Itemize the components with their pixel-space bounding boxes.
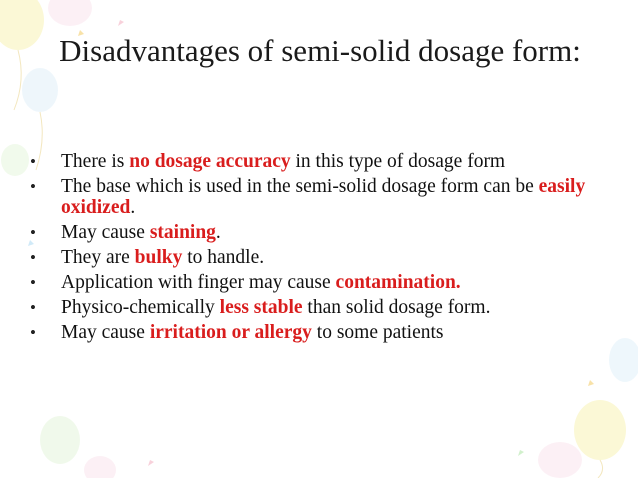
highlight-text: irritation or allergy [149, 322, 312, 343]
bullet-text: than solid dosage form. [302, 297, 491, 318]
bullet-item [30, 176, 610, 218]
bullet-item [30, 297, 610, 318]
bullet-text: Physico-chemically [61, 297, 220, 318]
bullet-text: to handle. [182, 247, 265, 268]
highlight-text: contamination. [335, 272, 461, 293]
bullet-dot-icon: • [30, 248, 36, 267]
bullet-text: . [130, 197, 136, 218]
bullet-text: May cause [61, 222, 150, 243]
bullet-item [30, 272, 610, 293]
highlight-text: easily oxidized [61, 176, 586, 218]
bullet-text: There is [61, 151, 130, 172]
bullet-dot-icon: • [30, 298, 36, 317]
bullet-item [30, 151, 610, 172]
bullet-dot-icon: • [30, 323, 36, 342]
highlight-text: no dosage accuracy [129, 151, 291, 172]
bullet-item [30, 322, 610, 343]
highlight-text: staining [149, 222, 216, 243]
bullet-dot-icon: • [30, 152, 36, 171]
slide-title: Disadvantages of semi-solid dosage form: [59, 33, 581, 68]
bullet-text: to some patients [311, 322, 444, 343]
bullet-list [30, 151, 610, 347]
bullet-item [30, 222, 610, 243]
bullet-text: They are [61, 247, 135, 268]
bullet-item [30, 247, 610, 268]
bullet-text: May cause [61, 322, 150, 343]
bullet-text: . [215, 222, 221, 243]
bullet-text: The base which is used in the semi-solid dosage form can be [61, 176, 539, 197]
bullet-dot-icon: • [30, 273, 36, 292]
bullet-text: in this type of dosage form [290, 151, 506, 172]
bullet-text: Application with finger may cause [61, 272, 336, 293]
bullet-dot-icon: • [30, 177, 36, 196]
highlight-text: less stable [219, 297, 303, 318]
highlight-text: bulky [134, 247, 183, 268]
bullet-dot-icon: • [30, 223, 36, 242]
